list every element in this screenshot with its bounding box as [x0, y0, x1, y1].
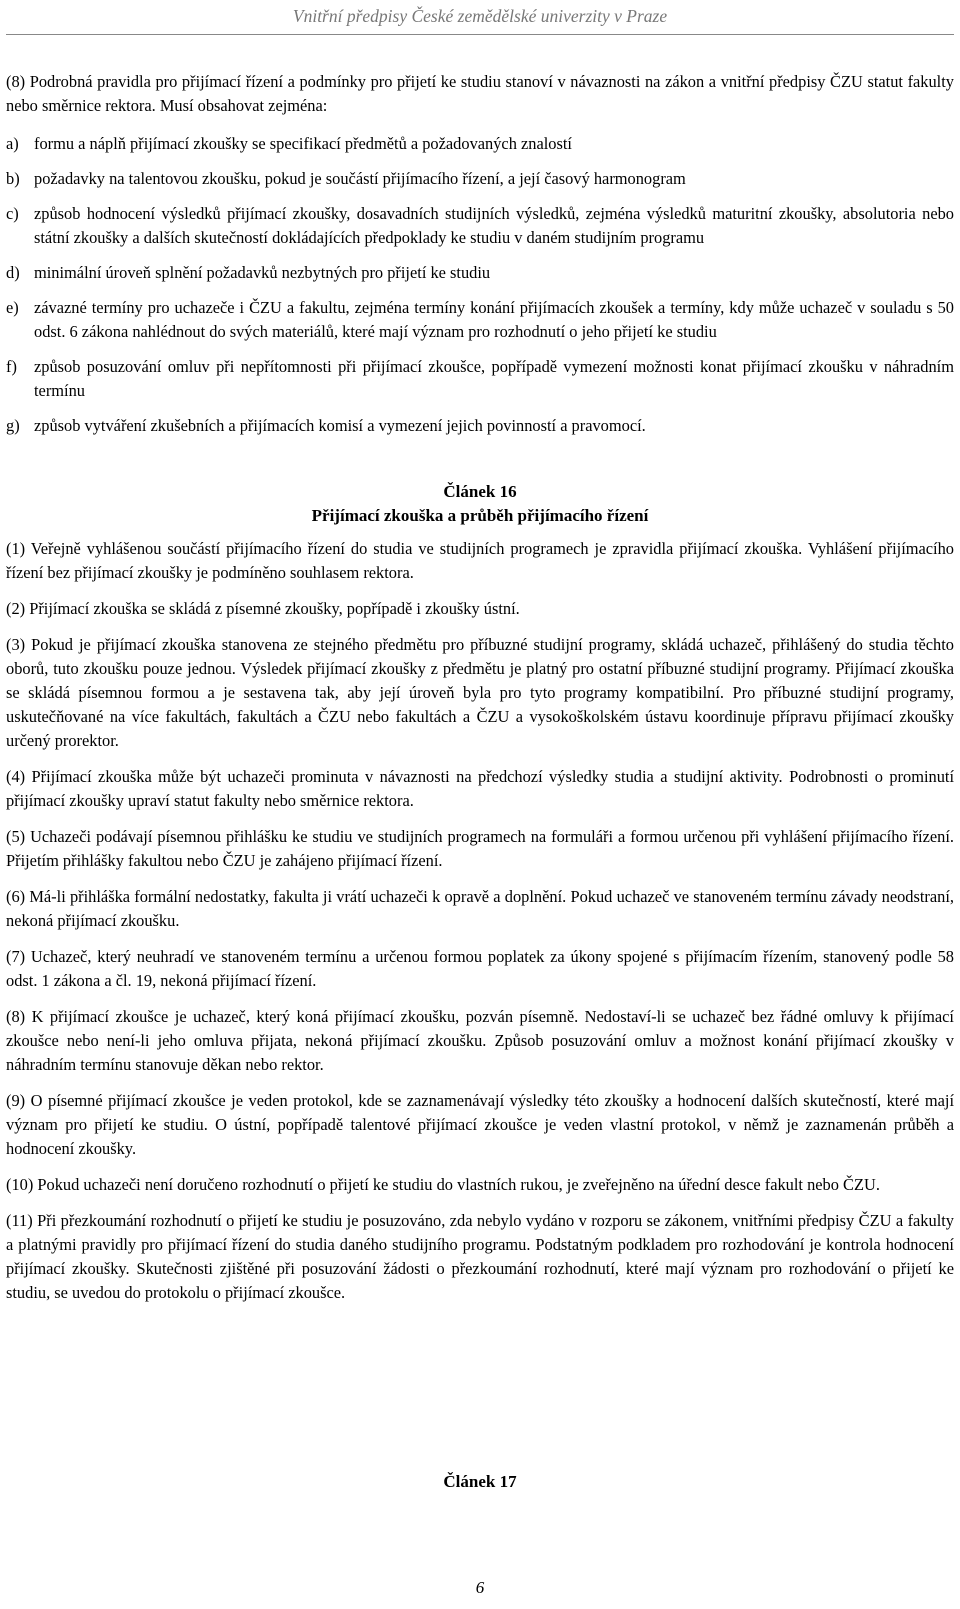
list-item	[6, 414, 954, 438]
list-item	[6, 261, 954, 285]
document-body	[6, 70, 954, 1317]
article-16-heading	[6, 480, 954, 528]
list-item	[6, 296, 954, 344]
list-item	[6, 202, 954, 250]
article-paragraph: (5) Uchazeči podávají písemnou přihlášku ke studiu ve studijních programech na formuláři a formou určenou při vyhlášení přijímacího řízení. Přijetím přihlášky fakultou nebo ČZU je zahájeno přijímací řízení.	[6, 827, 954, 870]
list-marker: c)	[6, 204, 19, 223]
list-item-text: způsob posuzování omluv při nepřítomnosti při přijímací zkoušce, popřípadě vymezení možnosti konat přijímací zkoušku v náhradním termínu	[34, 357, 954, 400]
article-17-heading: Článek 17	[443, 1472, 517, 1491]
list-marker: d)	[6, 263, 20, 282]
article-paragraph: (1) Veřejně vyhlášenou součástí přijímacího řízení do studia ve studijních programech je zpravidla přijímací zkouška. Vyhlášení přijímacího řízení bez přijímací zkoušky je podmíněno souhlasem rektora.	[6, 539, 954, 582]
article-paragraph: (3) Pokud je přijímací zkouška stanovena ze stejného předmětu pro příbuzné studijní programy, skládá uchazeč, přihlášený do studia těchto oborů, tuto zkoušku pouze jednou. Výsledek přijímací zkoušky z předmětu je platný pro ostatní příbuzné studijní programy. Přijímací zkouška se skládá písemnou formou a je sestavena tak, aby její úroveň byla pro tyto programy kompatibilní. Pro příbuzné studijní programy, uskutečňované na více fakultách, fakultách a ČZU nebo fakultách a ČZU a vysokoškolském ústavu koordinuje přípravu přijímací zkoušky určený prorektor.	[6, 635, 954, 750]
list-marker: g)	[6, 416, 20, 435]
article-paragraph: (6) Má-li přihláška formální nedostatky, fakulta ji vrátí uchazeči k opravě a doplnění. Pokud uchazeč ve stanoveném termínu závady neodstraní, nekoná přijímací zkoušku.	[6, 887, 954, 930]
list-item	[6, 167, 954, 191]
article-number: Článek 16	[443, 482, 517, 501]
list-marker: a)	[6, 134, 19, 153]
list-marker: e)	[6, 298, 19, 317]
page-number: 6	[475, 1578, 485, 1597]
article-paragraph: (11) Při přezkoumání rozhodnutí o přijetí ke studiu je posuzováno, zda nebylo vydáno v rozporu se zákonem, vnitřními předpisy ČZU a fakulty a platnými pravidly pro přijímací řízení do studia daného studijního programu. Podstatným podkladem pro rozhodování je kontrola hodnocení přijímací zkoušky. Skutečnosti zjištěné při posuzování žádosti o přezkoumání rozhodnutí, které mají význam pro rozhodování o přijetí ke studiu, se uvedou do protokolu o přijímací zkoušce.	[6, 1211, 954, 1302]
list-item-text: požadavky na talentovou zkoušku, pokud je součástí přijímacího řízení, a její časový harmonogram	[34, 169, 686, 188]
list-marker: f)	[6, 357, 17, 376]
list-marker: b)	[6, 169, 20, 188]
article-paragraph: (4) Přijímací zkouška může být uchazeči prominuta v návaznosti na předchozí výsledky studia a studijní aktivity. Podrobnosti o prominutí přijímací zkoušky upraví statut fakulty nebo směrnice rektora.	[6, 767, 954, 810]
header-divider	[6, 34, 954, 35]
article-paragraph: (10) Pokud uchazeči není doručeno rozhodnutí o přijetí ke studiu do vlastních rukou, je zveřejněno na úřední desce fakult nebo ČZU.	[6, 1175, 880, 1194]
article-paragraph: (8) K přijímací zkoušce je uchazeč, který koná přijímací zkoušku, pozván písemně. Nedostaví-li se uchazeč bez řádné omluvy k přijímací zkoušce nebo není-li jeho omluva přijata, nekoná přijímací zkoušku. Způsob posuzování omluv a možnost konání přijímací zkoušky v náhradním termínu stanovuje děkan nebo rektor.	[6, 1007, 954, 1074]
list-item-text: způsob hodnocení výsledků přijímací zkoušky, dosavadních studijních výsledků, zejména výsledků maturitní zkoušky, absolutoria nebo státní zkoušky a dalších skutečností dokládajících předpoklady ke studiu v daném studijním programu	[34, 204, 954, 247]
article-title: Přijímací zkouška a průběh přijímacího řízení	[311, 506, 649, 525]
intro-paragraph: (8) Podrobná pravidla pro přijímací řízení a podmínky pro přijetí ke studiu stanoví v návaznosti na zákon a vnitřní předpisy ČZU statut fakulty nebo směrnice rektora. Musí obsahovat zejména:	[6, 72, 954, 115]
requirements-list	[6, 132, 954, 438]
list-item-text: způsob vytváření zkušebních a přijímacích komisí a vymezení jejich povinností a pravomocí.	[34, 416, 646, 435]
article-paragraph: (9) O písemné přijímací zkoušce je veden protokol, kde se zaznamenávají výsledky této zkoušky a hodnocení dalších skutečností, které mají význam pro přijetí ke studiu. O ústní, popřípadě talentové přijímací zkoušce je veden vlastní protokol, v němž je zaznamenán průběh a hodnocení zkoušky.	[6, 1091, 954, 1158]
list-item-text: minimální úroveň splnění požadavků nezbytných pro přijetí ke studiu	[34, 263, 491, 282]
article-paragraph: (7) Uchazeč, který neuhradí ve stanoveném termínu a určenou formou poplatek za úkony spojené s přijímacím řízením, stanovený podle 58 odst. 1 zákona a čl. 19, nekoná přijímací řízení.	[6, 947, 954, 990]
list-item-text: formu a náplň přijímací zkoušky se specifikací předmětů a požadovaných znalostí	[34, 134, 572, 153]
list-item-text: závazné termíny pro uchazeče i ČZU a fakultu, zejména termíny konání přijímacích zkoušek a termíny, kdy může uchazeč v souladu s 50 odst. 6 zákona nahlédnout do svých materiálů, které mají význam pro rozhodnutí o jeho přijetí ke studiu	[34, 298, 954, 341]
list-item	[6, 132, 954, 156]
article-paragraph: (2) Přijímací zkouška se skládá z písemné zkoušky, popřípadě i zkoušky ústní.	[6, 599, 520, 618]
list-item	[6, 355, 954, 403]
page-header: Vnitřní předpisy České zemědělské univerzity v Praze	[292, 6, 668, 26]
